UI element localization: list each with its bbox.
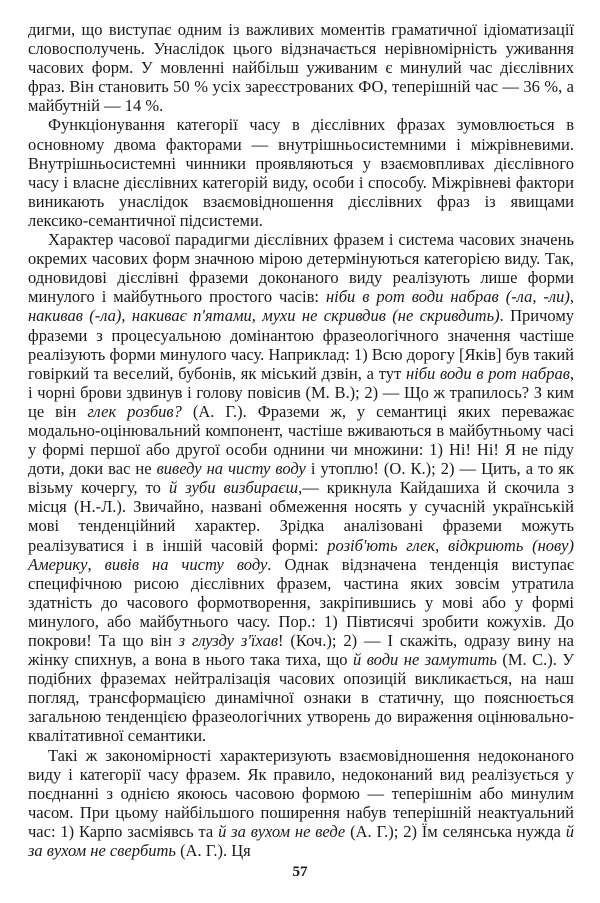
paragraph	[28, 746, 574, 861]
italic-example: й води не замутить	[353, 650, 497, 670]
text-run: ,	[569, 287, 574, 307]
page-number: 57	[292, 864, 308, 880]
italic-example: глек розбив?	[87, 401, 182, 421]
italic-example: накиває п'ятами	[131, 306, 252, 326]
text-body	[28, 20, 574, 860]
text-run: ! (Коч.); 2) — І скажіть, одразу вину на жінку спихнув, а вона в нього така тиха, що	[28, 631, 574, 670]
text-run: (А. Г.); 2) Їм селянська нужда	[345, 821, 566, 841]
text-run: (М. С.). У подібних фраземах нейтралізація часових опозицій викликається, на наш погляд, трансформацією динамічної ознаки в статичну, що пояснюється загальною тенденцією фразеологічних утворень до вираження оцінювально-квалітативної семантики.	[28, 650, 574, 746]
text-run: ,	[121, 306, 132, 326]
italic-example: мухи не скривдив (не скривдить)	[262, 306, 500, 326]
text-run: Такі ж закономірності характеризують взаємовідношення недоконаного виду і категорії часу фразем. Як правило, недоконаний вид реалізується у поєднанні з однією якоюсь часовою формою — теперішнім або минулим часом. При цьому найбільшого поширення набув теперішній неактуальний час: 1) Карпо засміявсь та	[28, 745, 574, 841]
text-run: ,— крикнула Кайдашиха й скочила з місця (Н.-Л.). Звичайно, названі обмеження носять у сучасній українській мові тенденційний характер. Зрідка аналізовані фраземи можуть реалізуватися і в іншій часовій формі:	[28, 478, 574, 555]
text-run: . Однак відзначена тенденція виступає специфічною рисою дієслівних фразем, частина яких зовсім утратила здатність до часового формотворення, закріпившись у мові або у формі минулого, або майбутнього часу. Пор.: 1) Півтисячі зробити кожухів. До покрови! Та що він	[28, 554, 574, 650]
text-run: ,	[87, 554, 105, 574]
paragraph	[28, 20, 574, 115]
italic-example: й за вухом не веде	[218, 821, 346, 841]
text-run: , і чорні брови здвинув і голову повісив (М. В.); 2) — Що ж трапилось? З ким це він	[28, 363, 574, 421]
text-run: (А. Г.). Ця	[175, 841, 251, 861]
text-run: Характер часової парадигми дієслівних фразем і система часових значень окремих часових форм значною мірою детермінуються категорією виду. Так, одновидові дієслівні фраземи доконаного виду реалізують лише форми минулого і майбутнього простого часів:	[28, 230, 574, 307]
paragraph	[28, 230, 574, 746]
italic-example: з глузду з'їхав	[178, 631, 278, 650]
italic-example: й за вухом не свербить	[28, 821, 574, 861]
italic-example: розіб'ють глек	[327, 535, 436, 555]
italic-example: накивав (-ла)	[28, 306, 122, 326]
italic-example: виведу на чисту воду	[156, 459, 306, 479]
italic-example: й зуби визбираєш	[168, 478, 299, 498]
italic-example: ніби в рот води набрав (-ла, -ли)	[325, 287, 570, 307]
text-run: дигми, що виступає одним із важливих моментів граматичної ідіоматизації словосполучень. Унаслідок цього відзначається нерівномірність уживання часових форм. У мовленні найбільш уживаним є минулий час дієслівних фраз. Він становить 50 % усіх зареєстрованих ФО, теперішній час — 36 %, а майбутній — 14 %.	[28, 20, 574, 116]
text-run: (А. Г.). Фраземи ж, у семантиці яких переважає модально-оцінювальний компонент, частіше вживаються в майбутньому часі у формі першої або другої особи однини чи множини: 1) Ні! Ні! Я не піду доти, доки вас не	[28, 401, 574, 479]
italic-example: вивів на чисту воду	[104, 554, 268, 574]
italic-example: ніби води в рот набрав	[405, 363, 570, 383]
text-run: ,	[251, 306, 263, 326]
paragraph	[28, 115, 574, 230]
text-run: ,	[435, 535, 448, 555]
italic-example: відкриють (нову) Америку	[28, 535, 574, 574]
text-run: Функціонування категорії часу в дієслівних фразах зумовлюється в основному двома факторами — внутрішньосистемними і міжрівневими. Внутрішньосистемні чинники проявляються у взаємовпливах дієслівного часу і власне дієслівних категорій виду, особи і способу. Міжрівневі фактори виникають унаслідок взаємовідношення дієслівних фраз із явищами лексико-семантичної підсистеми.	[28, 115, 574, 230]
text-run: . Причому фраземи з процесуальною домінантою фразеологічного значення частіше реалізують форми минулого часу. Наприклад: 1) Всю дорогу [Яків] був такий говіркий та веселий, бубонів, як міський дзвін, а тут	[28, 306, 575, 383]
text-run: і утоплю! (О. К.); 2) — Цить, а то як візьму кочергу, то	[28, 459, 574, 498]
